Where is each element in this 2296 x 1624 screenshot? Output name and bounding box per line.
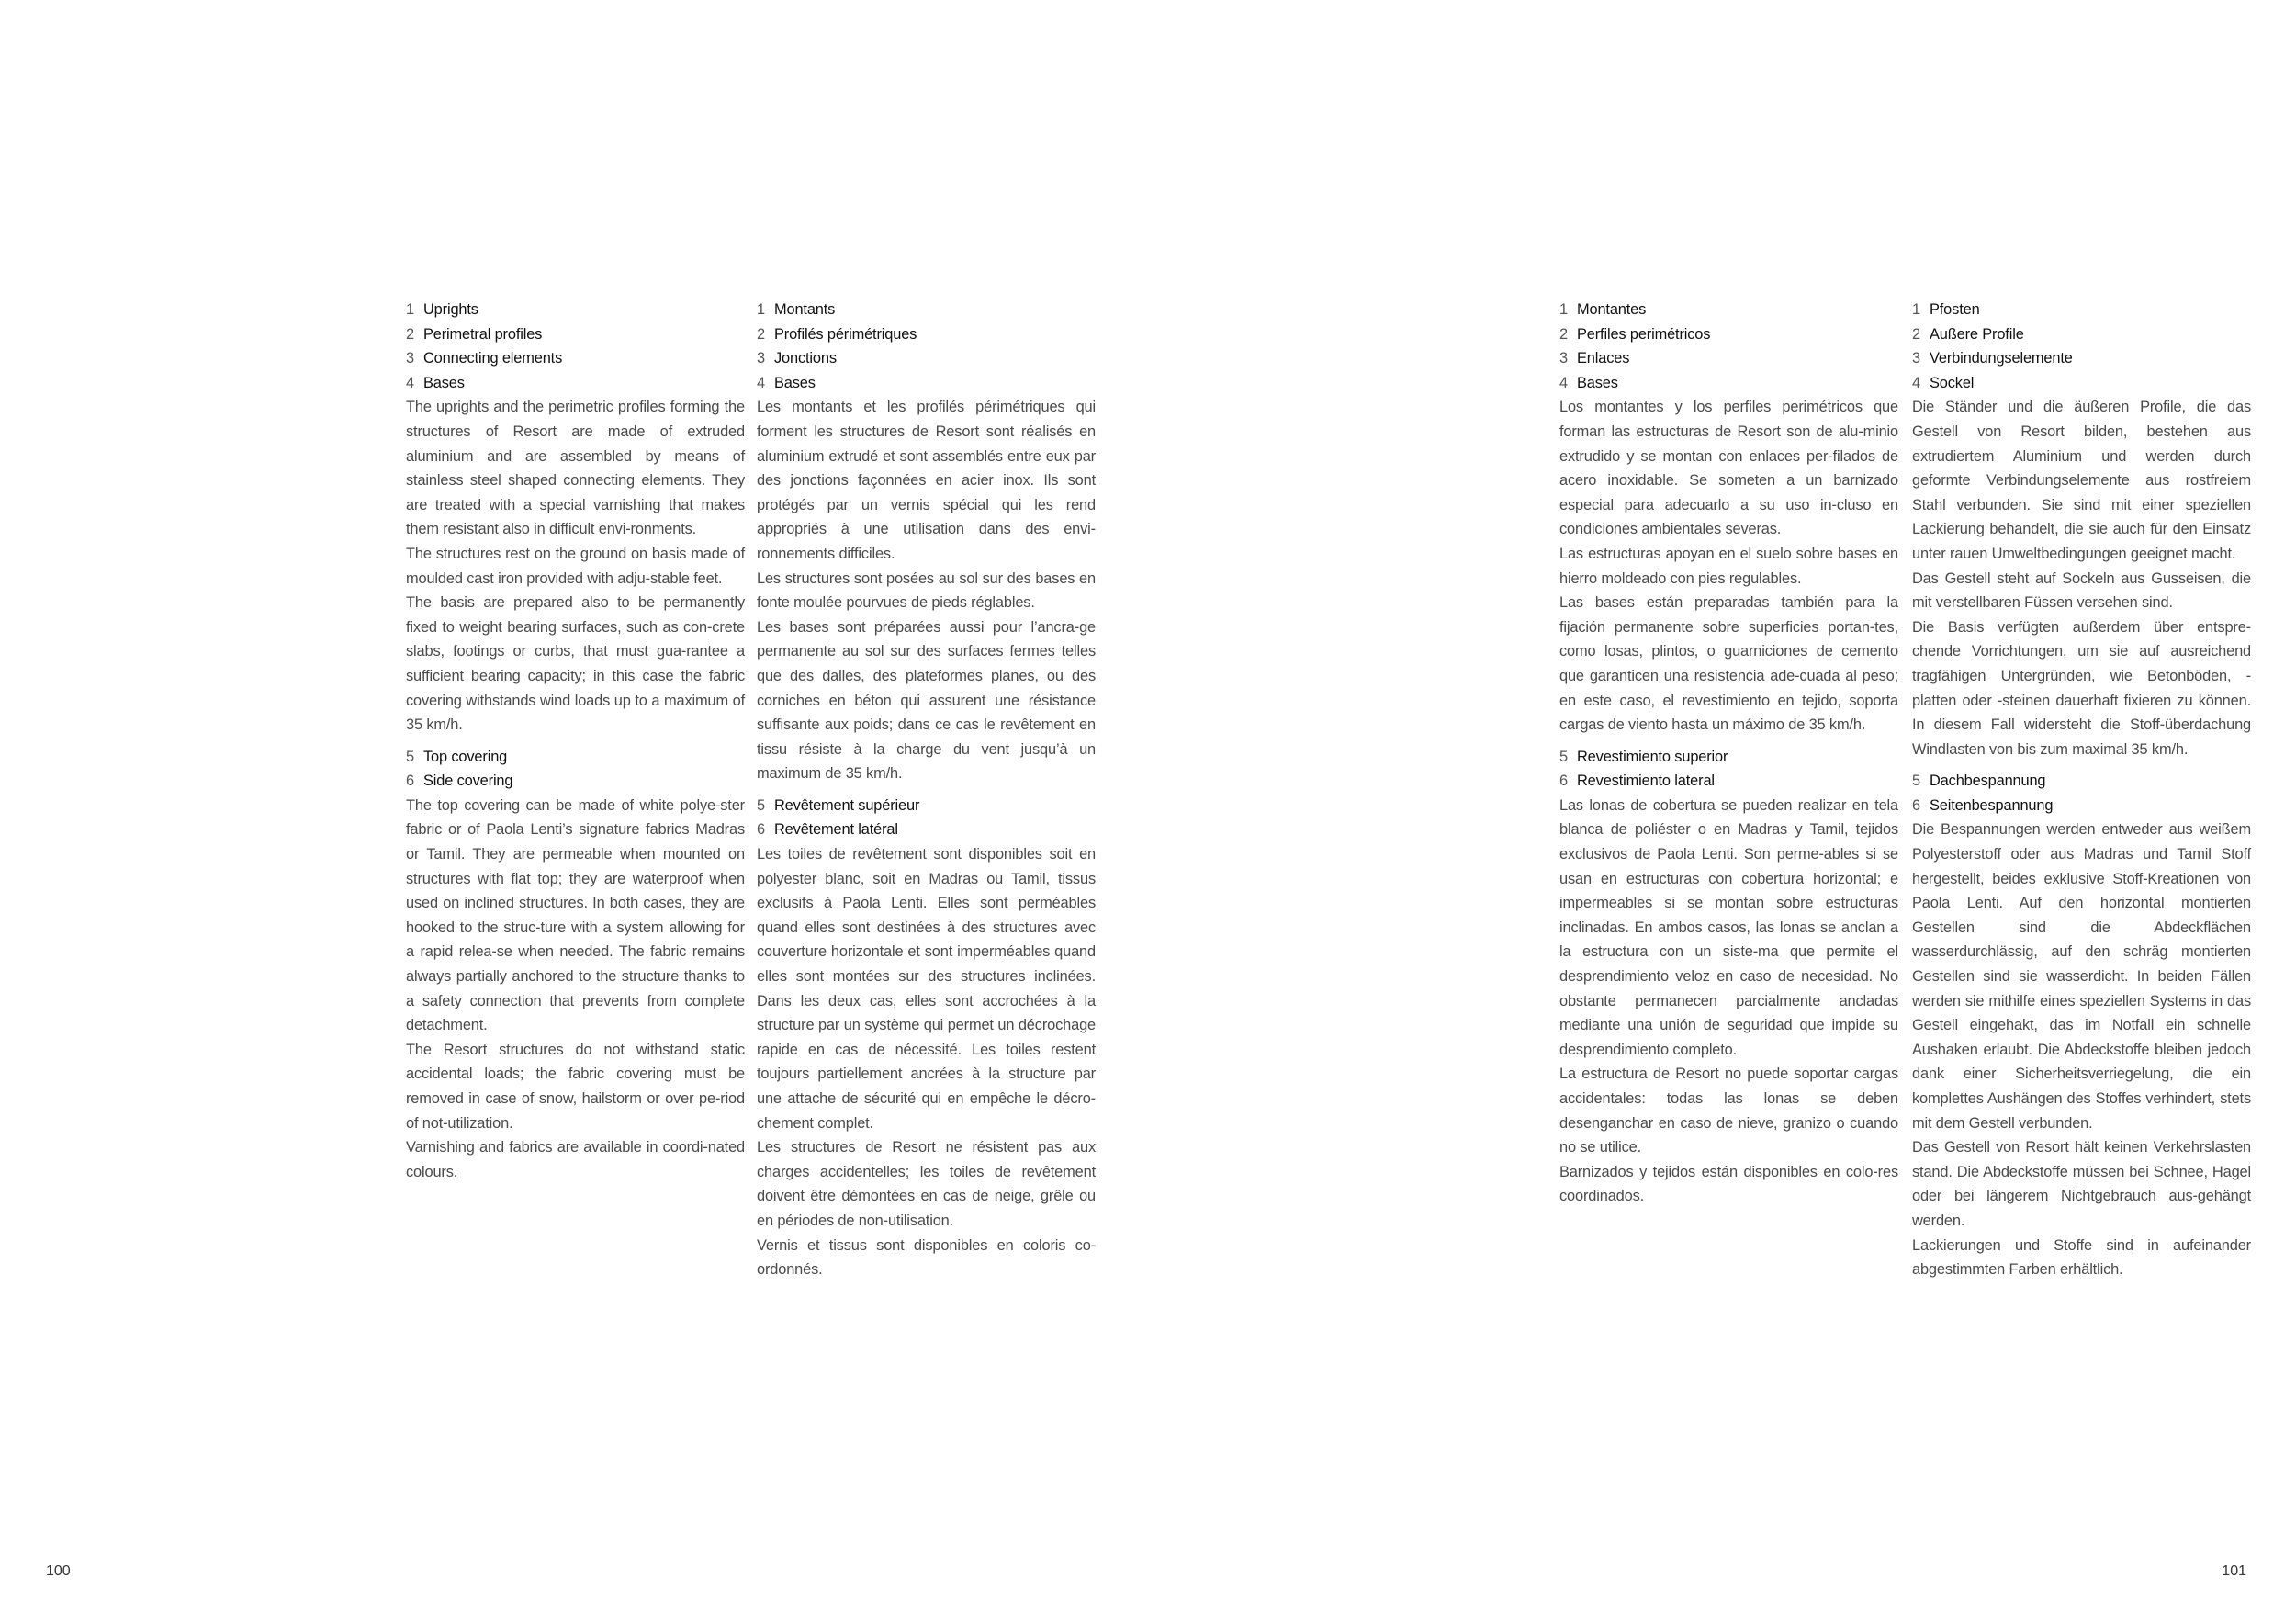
head-item (1559, 322, 1898, 347)
head-item (757, 818, 1096, 842)
head-number: 1 (1912, 301, 1920, 318)
head-label: Perimetral profiles (423, 325, 543, 343)
head-item (406, 298, 745, 322)
head-item (1912, 346, 2251, 371)
heads-covering (757, 794, 1096, 842)
column-german (1912, 298, 2251, 1282)
head-number: 5 (1912, 773, 1920, 790)
heads-covering (406, 745, 745, 794)
body-paragraph: Las lonas de cobertura se pueden realizar en tela blanca de poliéster o en Madras y Tamil, tejidos exclusivos de Paola Lenti. Son perme-ables si se usan en estructuras con cobertura horizontal; e impermeables si se montan sobre estructuras inclinadas. En ambos casos, las lonas se anclan a la estructura con un siste-ma que permite el desprendimiento veloz en caso de necesidad. No obstante permanecen parcialmente ancladas mediante una unión de seguridad que impide su desprendimiento completo. (1559, 796, 1898, 1058)
head-item (1559, 769, 1898, 794)
body-paragraph: Les structures sont posées au sol sur des bases en fonte moulée pourvues de pieds réglables. (757, 570, 1096, 612)
head-item (757, 794, 1096, 818)
head-number: 5 (406, 748, 414, 765)
body-paragraph: La estructura de Resort no puede soportar cargas accidentales: todas las lonas se deben desenganchar en caso de nieve, granizo o cuando no se utilice. (1559, 1066, 1898, 1156)
body-paragraph: Les toiles de revêtement sont disponibles soit en polyester blanc, soit en Madras ou Tamil, tissus exclusifs à Paola Lenti. Elles sont perméables quand elles sont destinées à des structures avec couverture horizontale et sont imperméables quand elles sont montées sur des structures inclinées. Dans les deux cas, elles sont accrochées à la structure par un système qui permet un décrochage rapide en cas de nécessité. Les toiles restent toujours partiellement ancrées à la structure par une attache de sécurité qui en empêche le décro-chement complet. (757, 846, 1096, 1132)
right-page (1148, 0, 2296, 1624)
head-label: Verbindungselemente (1930, 350, 2073, 367)
heads-covering (1912, 769, 2251, 818)
body-paragraph: Die Ständer und die äußeren Profile, die das Gestell von Resort bilden, bestehen aus extrudiertem Aluminium und werden durch geformte Verbindungselemente aus rostfreiem Stahl verbunden. Sie sind mit einer speziellen Lackierung behandelt, die sie auch für den Einsatz unter rauen Umweltbedingungen geeignet macht. (1912, 399, 2251, 562)
head-number: 4 (1912, 374, 1920, 391)
head-number: 4 (1559, 374, 1568, 391)
head-label: Uprights (423, 301, 478, 318)
head-item (757, 371, 1096, 396)
body-paragraph: Las estructuras apoyan en el suelo sobre bases en hierro moldeado con pies regulables. (1559, 545, 1898, 587)
body-paragraph: Vernis et tissus sont disponibles en coloris co-ordonnés. (757, 1236, 1096, 1279)
head-number: 2 (757, 325, 765, 343)
head-item (406, 745, 745, 770)
head-label: Top covering (423, 748, 508, 765)
head-number: 3 (1912, 350, 1920, 367)
head-item (406, 322, 745, 347)
head-label: Perfiles perimétricos (1577, 325, 1711, 343)
head-label: Dachbespannung (1930, 773, 2046, 790)
head-item (1559, 371, 1898, 396)
body-paragraph: The Resort structures do not withstand static accidental loads; the fabric covering must be removed in case of snow, hailstorm or over pe-riod of not-utilization. (406, 1041, 745, 1132)
head-number: 5 (1559, 748, 1568, 765)
page-number-right: 101 (2222, 1563, 2246, 1579)
head-number: 1 (406, 301, 414, 318)
head-label: Enlaces (1577, 350, 1630, 367)
head-item (1559, 298, 1898, 322)
body-paragraph: Die Bespannungen werden entweder aus weißem Polyesterstoff oder aus Madras und Tamil Stoff hergestellt, beides exklusive Stoff-Kreationen von Paola Lenti. Auf den horizontal montierten Gestellen sind die Abdeckflächen wasserdurchlässig, auf den schräg montierten Gestellen sind sie wasserdicht. In beiden Fällen werden sie mithilfe eines speziellen Systems in das Gestell eingehakt, das im Notfall ein schnelle Aushaken erlaubt. Die Abdeckstoffe bleiben jedoch dank einer Sicherheitsverriegelung, die ein komplettes Aushängen des Stoffes verhindert, stets mit dem Gestell verbunden. (1912, 821, 2251, 1132)
head-number: 2 (1559, 325, 1568, 343)
head-label: Bases (774, 374, 816, 391)
column-french (757, 298, 1096, 1282)
head-item (1912, 322, 2251, 347)
head-item (1559, 346, 1898, 371)
body-paragraph: The uprights and the perimetric profiles forming the structures of Resort are made of extruded aluminium and are assembled by means of stainless steel shaped connecting elements. They are treated with a special varnishing that makes them resistant also in difficult envi-ronments. (406, 399, 745, 538)
head-number: 2 (1912, 325, 1920, 343)
head-label: Seitenbespannung (1930, 796, 2054, 814)
page-number-left: 100 (46, 1563, 71, 1579)
head-label: Profilés périmétriques (774, 325, 917, 343)
head-number: 1 (757, 301, 765, 318)
head-number: 3 (757, 350, 765, 367)
head-label: Sockel (1930, 374, 1975, 391)
body-paragraph: Les bases sont préparées aussi pour l’ancra-ge permanente au sol sur des surfaces fermes telles que des dalles, des plateformes planes, ou des corniches en béton qui assurent une résistance suffisante aux poids; dans ce cas le revêtement en tissu résiste à la charge du vent jusqu’à un maximum de 35 km/h. (757, 618, 1096, 783)
head-item (757, 322, 1096, 347)
head-number: 4 (757, 374, 765, 391)
head-item (1912, 298, 2251, 322)
head-label: Revestimiento lateral (1577, 773, 1715, 790)
head-label: Side covering (423, 773, 513, 790)
body-paragraph: The basis are prepared also to be permanently fixed to weight bearing surfaces, such as con-crete slabs, footings or curbs, that must gua-rantee a sufficient bearing capacity; in this case the fabric covering withstands wind loads up to a maximum of 35 km/h. (406, 594, 745, 734)
head-number: 5 (757, 796, 765, 814)
body-paragraph: Barnizados y tejidos están disponibles en colo-res coordinados. (1559, 1163, 1898, 1205)
head-item (406, 346, 745, 371)
head-label: Bases (423, 374, 465, 391)
head-label: Connecting elements (423, 350, 563, 367)
body-paragraph: Die Basis verfügten außerdem über entspre-chende Vorrichtungen, um sie auf ausreichend tragfähigen Untergründen, wie Betonböden, -platten oder -steinen dauerhaft fixieren zu können. In diesem Fall widersteht die Stoff-überdachung Windlasten von bis zum maximal 35 km/h. (1912, 618, 2251, 758)
head-number: 1 (1559, 301, 1568, 318)
heads-structure (757, 298, 1096, 395)
body-paragraph: The top covering can be made of white polye-ster fabric or of Paola Lenti’s signature fabrics Madras or Tamil. They are permeable when mounted on structures with flat top; they are waterproof when used on inclined structures. In both cases, they are hooked to the struc-ture with a system allowing for a rapid relea-se when needed. The fabric remains always partially anchored to the structure thanks to a safety connection that prevents from complete detachment. (406, 796, 745, 1034)
heads-structure (1559, 298, 1898, 395)
head-number: 6 (1912, 796, 1920, 814)
head-number: 6 (406, 773, 414, 790)
head-number: 6 (1559, 773, 1568, 790)
body-paragraph: Varnishing and fabrics are available in coordi-nated colours. (406, 1139, 745, 1180)
body-paragraph: Les montants et les profilés périmétriques qui forment les structures de Resort sont réalisés en aluminium extrudé et sont assemblés entre eux par des jonctions façonnées en acier inox. Ils sont protégés par un vernis spécial qui les rend appropriés à une utilisation dans des envi-ronnements difficiles. (757, 399, 1096, 562)
head-label: Revêtement supérieur (774, 796, 920, 814)
head-label: Außere Profile (1930, 325, 2024, 343)
column-english (406, 298, 745, 1184)
head-label: Revêtement latéral (774, 821, 898, 839)
heads-covering (1559, 745, 1898, 794)
body-paragraph: Das Gestell steht auf Sockeln aus Gusseisen, die mit verstellbaren Füssen versehen sind. (1912, 570, 2251, 612)
head-label: Revestimiento superior (1577, 748, 1728, 765)
head-label: Montantes (1577, 301, 1647, 318)
body-paragraph: Das Gestell von Resort hält keinen Verkehrslasten stand. Die Abdeckstoffe müssen bei Schnee, Hagel oder bei längerem Nichtgebrauch aus-gehängt werden. (1912, 1139, 2251, 1229)
column-spanish (1559, 298, 1898, 1209)
head-number: 3 (406, 350, 414, 367)
head-item (757, 298, 1096, 322)
head-item (1912, 371, 2251, 396)
head-number: 2 (406, 325, 414, 343)
head-item (406, 371, 745, 396)
head-number: 6 (757, 821, 765, 839)
body-paragraph: Las bases están preparadas también para la fijación permanente sobre superficies portan-tes, como losas, plintos, o guarniciones de cemento que garanticen una resistencia ade-cuada al peso; en este caso, el revestimiento en tejido, soporta cargas de viento hasta un máximo de 35 km/h. (1559, 594, 1898, 734)
body-paragraph: Los montantes y los perfiles perimétricos que forman las estructuras de Resort son de alu-minio extrudido y se montan con enlaces per-filados de acero inoxidable. Se someten a un barnizado especial para adecuarlo a su uso in-cluso en condiciones ambientales severas. (1559, 399, 1898, 538)
head-label: Jonctions (774, 350, 837, 367)
head-item (757, 346, 1096, 371)
body-paragraph: The structures rest on the ground on basis made of moulded cast iron provided with adju-stable feet. (406, 545, 745, 587)
head-item (1559, 745, 1898, 770)
heads-structure (406, 298, 745, 395)
head-item (1912, 769, 2251, 794)
head-number: 4 (406, 374, 414, 391)
head-label: Montants (774, 301, 836, 318)
head-item (1912, 794, 2251, 818)
body-paragraph: Les structures de Resort ne résistent pas aux charges accidentelles; les toiles de revêtement doivent être démontées en cas de neige, grêle ou en périodes de non-utilisation. (757, 1139, 1096, 1229)
body-paragraph: Lackierungen und Stoffe sind in aufeinander abgestimmten Farben erhältlich. (1912, 1236, 2251, 1279)
heads-structure (1912, 298, 2251, 395)
head-number: 3 (1559, 350, 1568, 367)
head-label: Bases (1577, 374, 1618, 391)
head-label: Pfosten (1930, 301, 1980, 318)
head-item (406, 769, 745, 794)
